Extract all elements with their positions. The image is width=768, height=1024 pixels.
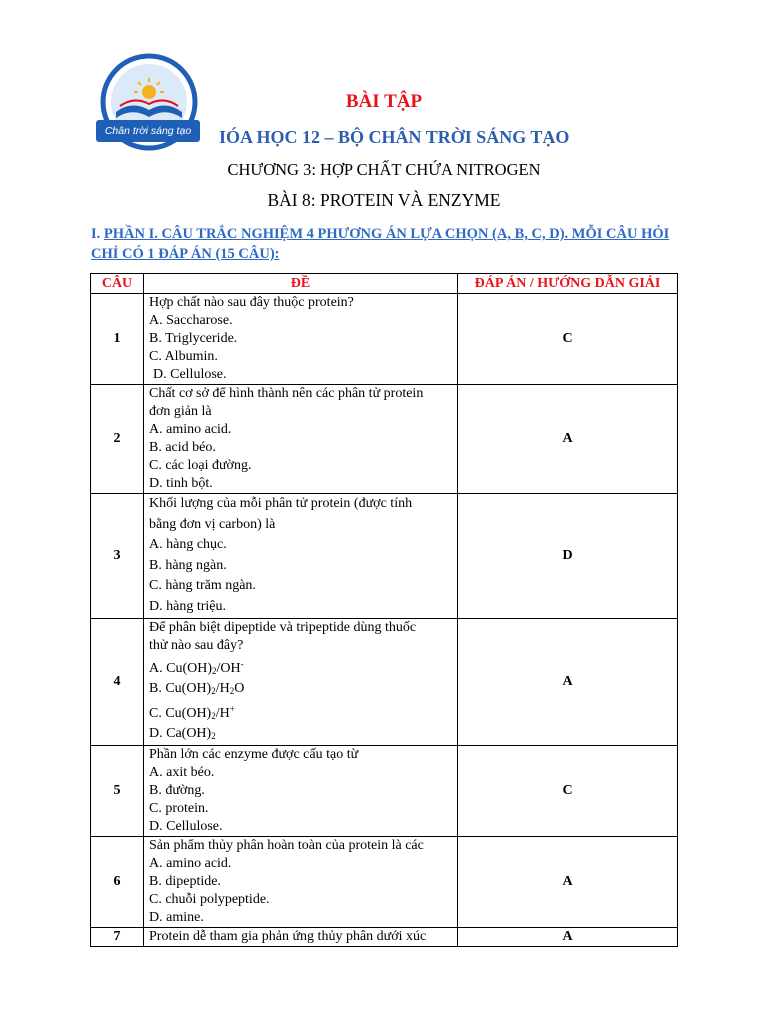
header-question: ĐỀ <box>144 274 458 294</box>
question-text: Khối lượng của mỗi phân tử protein (được tính <box>149 496 413 511</box>
option-c: C. hàng trăm ngàn. <box>149 578 256 594</box>
option-c: C. các loại đường. <box>149 458 252 473</box>
question-cell <box>144 294 458 385</box>
option-b: B. Triglyceride. <box>149 331 238 346</box>
option-d: D. Cellulose. <box>153 367 227 382</box>
table-row <box>91 385 678 494</box>
option-d: D. tinh bột. <box>149 476 213 491</box>
question-cell <box>144 927 458 946</box>
question-number: 2 <box>91 385 144 494</box>
table-row <box>91 836 678 927</box>
answer-cell: C <box>458 745 678 836</box>
answer-cell: A <box>458 836 678 927</box>
option-a: A. axit béo. <box>149 764 215 780</box>
table-row <box>91 294 678 385</box>
header-answer: ĐÁP ÁN / HƯỚNG DẪN GIẢI <box>458 274 678 294</box>
question-text: Phần lớn các enzyme được cấu tạo từ <box>149 746 359 762</box>
header-num: CÂU <box>91 274 144 294</box>
section-prefix: I. <box>91 226 104 242</box>
chapter-title: CHƯƠNG 3: HỢP CHẤT CHỨA NITROGEN <box>227 160 541 179</box>
option-a: A. amino acid. <box>149 422 232 437</box>
question-text: Hợp chất nào sau đây thuộc protein? <box>149 295 354 310</box>
page-title: BÀI TẬP <box>345 91 423 112</box>
option-b: B. dipeptide. <box>149 873 221 889</box>
answer-cell: A <box>458 927 678 946</box>
option-b: B. hàng ngàn. <box>149 557 227 573</box>
page-subtitle: IÓA HỌC 12 – BỘ CHÂN TRỜI SÁNG TẠO <box>219 127 570 147</box>
question-text: Sản phẩm thủy phân hoàn toàn của protein là các <box>149 837 424 853</box>
option-c: C. protein. <box>149 800 209 816</box>
question-number: 5 <box>91 745 144 836</box>
option-a: A. Saccharose. <box>149 313 233 328</box>
question-number: 7 <box>91 927 144 946</box>
table-row <box>91 618 678 745</box>
lesson-title: BÀI 8: PROTEIN VÀ ENZYME <box>267 190 501 210</box>
question-cell <box>144 385 458 494</box>
question-text: Protein dễ tham gia phản ứng thủy phân dưới xúc <box>149 928 427 944</box>
question-text: Chất cơ sở để hình thành nên các phân tử protein <box>149 386 424 401</box>
question-number: 1 <box>91 294 144 385</box>
question-number: 3 <box>91 494 144 619</box>
table-header-row <box>91 274 678 294</box>
table-row <box>91 927 678 946</box>
option-d: D. $Ca(OH)_2$ <box>149 725 216 741</box>
question-number: 6 <box>91 836 144 927</box>
question-cell <box>144 745 458 836</box>
section-heading <box>91 224 671 264</box>
option-c: C. Albumin. <box>149 349 218 364</box>
answer-cell: A <box>458 385 678 494</box>
question-number: 4 <box>91 618 144 745</box>
option-b: B. acid béo. <box>149 440 216 455</box>
question-text-cont: đơn giản là <box>149 404 212 419</box>
answer-cell: D <box>458 494 678 619</box>
question-table <box>90 273 678 947</box>
option-c: C. $Cu(OH)_2/H^+$ <box>149 703 235 721</box>
option-a: A. $Cu(OH)_2/OH^-$ <box>149 658 244 676</box>
option-d: D. hàng triệu. <box>149 598 226 614</box>
option-c: C. chuỗi polypeptide. <box>149 891 270 907</box>
logo-banner-text: Chân trời sáng tạo <box>96 120 200 142</box>
section-title: PHẦN I. CÂU TRẮC NGHIỆM 4 PHƯƠNG ÁN LỰA CHỌN (A, B, C, D). MỖI CÂU HỎI CHỈ CÓ 1 ĐÁP ÁN (15 CÂU): <box>91 226 670 262</box>
table-row <box>91 494 678 619</box>
question-cell <box>144 618 458 745</box>
question-text-cont: bằng đơn vị carbon) là <box>149 516 276 532</box>
question-cell <box>144 836 458 927</box>
option-d: D. Cellulose. <box>149 818 223 834</box>
answer-cell: A <box>458 618 678 745</box>
table-row <box>91 745 678 836</box>
question-text: Để phân biệt dipeptide và tripeptide dùng thuốc <box>149 619 417 635</box>
option-a: A. amino acid. <box>149 855 232 871</box>
option-b: B. đường. <box>149 782 205 798</box>
answer-cell: C <box>458 294 678 385</box>
question-cell <box>144 494 458 619</box>
option-d: D. amine. <box>149 909 204 925</box>
option-b: B. $Cu(OH)_2/H_2O$ <box>149 680 245 696</box>
option-a: A. hàng chục. <box>149 537 227 553</box>
question-text-cont: thử nào sau đây? <box>149 637 244 653</box>
